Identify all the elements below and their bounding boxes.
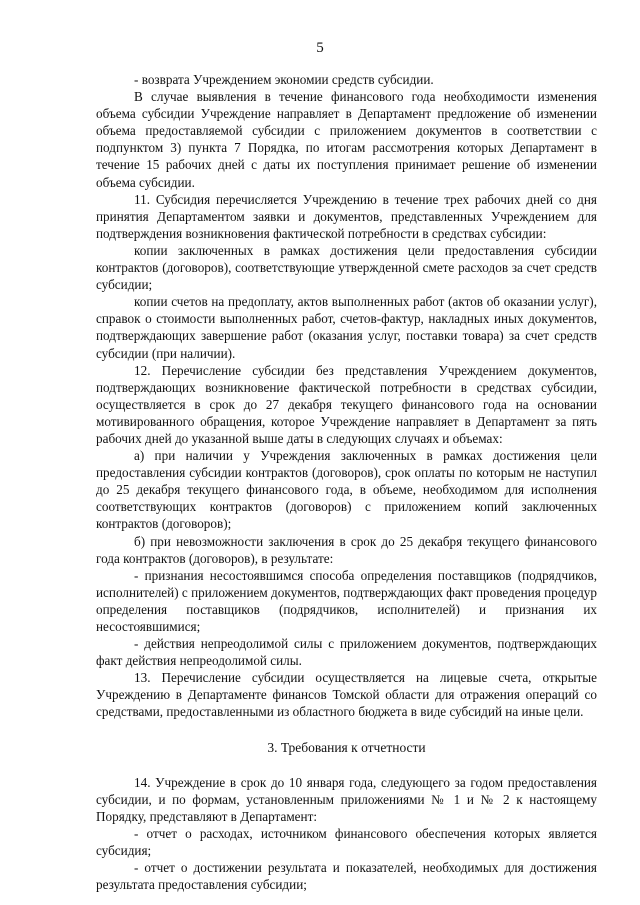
paragraph-clause-13: 13. Перечисление субсидии осуществляется на лицевые счета, открытые Учреждению в Департаменте финансов Томской области для отражения операций со средствами, предоставленными из областного бюджета в виде субсидий на иные цели. (96, 670, 597, 720)
page-number: 5 (316, 40, 324, 56)
paragraph-invoice-copies: копии счетов на предоплату, актов выполненных работ (актов об оказании услуг), справок о стоимости выполненных работ, счетов-фактур, накладных иных документов, подтверждающих завершение работ (оказания услуг, поставки товара) за счет средств субсидии (при наличии). (96, 294, 597, 361)
section-heading-reporting: 3. Требования к отчетности (267, 739, 426, 755)
paragraph-bullet-failed-procurement: - признания несостоявшимся способа определения поставщиков (подрядчиков, исполнителей) с приложением документов, подтверждающих факт проведения процедур определения поставщиков (подрядчиков, исполнителей) и признания их несостоявшимися; (96, 567, 597, 634)
paragraph-item-a: а) при наличии у Учреждения заключенных в рамках достижения цели предоставления субсидии контрактов (договоров), срок оплаты по которым не наступил до 25 декабря текущего финансового года, в объеме, необходимом для исполнения соответствующих контрактов (договоров) с приложением копий заключенных контрактов (договоров); (96, 448, 597, 532)
document-body (96, 71, 597, 893)
paragraph-clause-11: 11. Субсидия перечисляется Учреждению в течение трех рабочих дней со дня принятия Департаментом заявки и документов, представленных Учреждением для подтверждения возникновения фактической потребности в средствах субсидии: (96, 191, 597, 241)
paragraph-contract-copies: копии заключенных в рамках достижения цели предоставления субсидии контрактов (договоров), соответствующие утвержденной смете расходов за счет средств субсидии; (96, 242, 597, 293)
paragraph-bullet-force-majeure: - действия непреодолимой силы с приложением документов, подтверждающих факт действия непреодолимой силы. (96, 636, 597, 669)
paragraph-bullet-results-report: - отчет о достижении результата и показателей, необходимых для достижения результата предоставления субсидии; (96, 860, 597, 893)
paragraph-bullet-savings-return: - возврата Учреждением экономии средств субсидии. (134, 72, 434, 87)
paragraph-subsidy-volume-change: В случае выявления в течение финансового года необходимости изменения объема субсидии Учреждение направляет в Департамент предложение об изменении объема предоставляемой субсидии с приложением документов в соответствии с подпунктом 3) пункта 7 Порядка, по итогам рассмотрения которых Департамент в течение 15 рабочих дней с даты их поступления принимает решение об изменении объема субсидии. (96, 89, 597, 190)
paragraph-clause-12: 12. Перечисление субсидии без представления Учреждением документов, подтверждающих возникновение фактической потребности в средствах субсидии, осуществляется в срок до 27 декабря текущего финансового года на основании мотивированного обращения, которое Учреждение направляет в Департамент за пять рабочих дней до указанной выше даты в следующих случаях и объемах: (96, 362, 597, 446)
paragraph-bullet-expense-report: - отчет о расходах, источником финансового обеспечения которых является субсидия; (96, 825, 597, 859)
paragraph-item-b: б) при невозможности заключения в срок до 25 декабря текущего финансового года контрактов (договоров), в результате: (96, 533, 597, 566)
paragraph-clause-14: 14. Учреждение в срок до 10 января года, следующего за годом предоставления субсидии, и по формам, установленным приложениями № 1 и № 2 к настоящему Порядку, представляют в Департамент: (96, 774, 597, 824)
